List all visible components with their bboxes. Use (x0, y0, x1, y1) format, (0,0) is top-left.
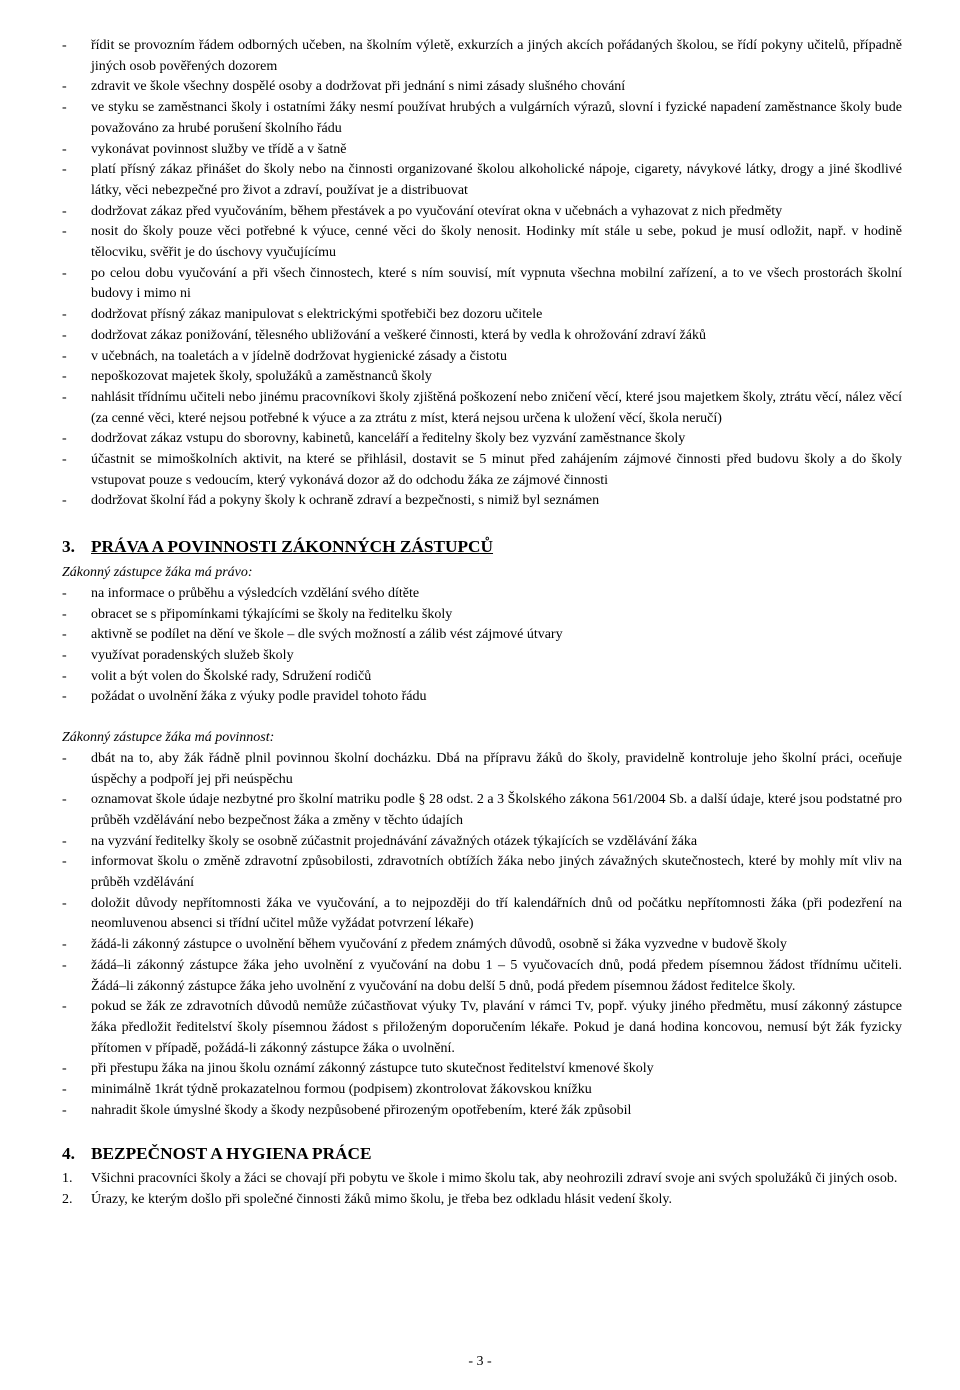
list-item-text: dbát na to, aby žák řádně plnil povinnou školní docházku. Dbá na přípravu žáků do školy, pravidelně kontroluje jeho školní práci, oceňuje úspěchy a podpoří jej při neúspěchu (91, 750, 902, 787)
list-marker: - (62, 307, 67, 323)
section-3-title: PRÁVA A POVINNOSTI ZÁKONNÝCH ZÁSTUPCŮ (91, 537, 494, 557)
list-item-text: účastnit se mimoškolních aktivit, na které se přihlásil, dostavit se 5 minut před zahájením zájmové činnosti před budovu školy a do školy vstupovat pouze s vedoucím, který vykonává dozor až do odchodu žáka ze zájmové činnosti (91, 452, 902, 488)
list-item-text: v učebnách, na toaletách a v jídelně dodržovat hygienické zásady a čistotu (91, 348, 507, 364)
list-item-text: na informace o průběhu a výsledcích vzdělání svého dítěte (91, 585, 420, 601)
list-marker: - (62, 1102, 67, 1118)
list-marker: - (62, 38, 67, 53)
list-item-text: vykonávat povinnost služby ve třídě a v šatně (91, 141, 347, 157)
list-marker: - (62, 327, 67, 343)
list-item-text: žádá-li zákonný zástupce o uvolnění během vyučování z předem známých důvodů, osobně si žáka vyzvedne v budově školy (91, 937, 787, 953)
list-marker: - (62, 999, 67, 1015)
list-item-text: pokud se žák ze zdravotních důvodů nemůže zúčastňovat výuky Tv, plavání v rámci Tv, popř. výuky jiného předmětu, musí zákonný zástupce žáka předložit ředitelství školy písemnou žádost s přiloženým doporučením lékaře. Pokud je daná hodina koncovou, nemusí být žák fyzicky přítomen v případě, požádá-li zákonný zástupce žáka o uvolnění. (91, 999, 902, 1056)
list-marker: - (62, 100, 67, 116)
list-marker: - (62, 431, 67, 447)
list-item-text: Všichni pracovníci školy a žáci se chovají při pobytu ve škole i mimo školu tak, aby neohrozili zdraví svoje ani svých spolužáků či jiných osob. (91, 1171, 898, 1187)
list-item-text: zdravit ve škole všechny dospělé osoby a dodržovat při jednání s nimi zásady slušného chování (91, 79, 626, 95)
section-4-heading (62, 1143, 902, 1165)
list-item-text: volit a být volen do Školské rady, Sdružení rodičů (91, 668, 372, 684)
list-marker: - (62, 647, 67, 663)
list-item-text: na vyzvání ředitelky školy se osobně zúčastnit projednávání závažných otázek týkajících se vzdělávání žáka (91, 833, 698, 849)
list-item-text: dodržovat zákaz vstupu do sborovny, kabinetů, kanceláří a ředitelny školy bez vyzvání zaměstnance školy (91, 431, 686, 447)
student-duties-list (62, 36, 902, 512)
list-item-text: dodržovat školní řád a pokyny školy k ochraně zdraví a bezpečnosti, s nimiž byl seznámen (91, 493, 600, 509)
guardian-duties-list (62, 749, 902, 1122)
list-marker: - (62, 957, 67, 973)
list-item (62, 160, 902, 201)
list-item-text: dodržovat zákaz ponižování, tělesného ubližování a veškeré činnosti, která by vedla k ohrožování zdraví žáků (91, 327, 706, 343)
list-item (62, 491, 902, 512)
list-item (62, 935, 902, 956)
list-item (62, 956, 902, 997)
guardian-rights-list (62, 584, 902, 708)
list-item-text: po celou dobu vyučování a při všech činnostech, které s ním souvisí, mít vypnuta všechna mobilní zařízení, a to ve všech prostorách školní budovy i mimo ni (91, 265, 902, 302)
list-item (62, 77, 902, 98)
list-item (62, 98, 902, 139)
list-item-text: minimálně 1krát týdně prokazatelnou formou (podpisem) zkontrolovat žákovskou knížku (91, 1082, 592, 1098)
list-item (62, 997, 902, 1059)
list-item (62, 305, 902, 326)
list-item-text: platí přísný zákaz přinášet do školy nebo na činnosti organizované školou alkoholické nápoje, cigarety, návykové látky, drogy a jiné škodlivé látky, věci nebezpečné pro život a zdraví, používat je a distribuovat (91, 162, 902, 198)
list-marker: - (62, 606, 67, 622)
list-item-text: aktivně se podílet na dění ve škole – dle svých možností a zálib vést zájmové útvary (91, 627, 563, 643)
list-marker: - (62, 369, 67, 385)
list-marker: - (62, 224, 67, 240)
section-3-heading (62, 536, 902, 558)
list-marker: - (62, 895, 67, 911)
list-item-text: dodržovat zákaz před vyučováním, během přestávek a po vyučování otevírat okna v učebnách a vyhazovat z nich předměty (91, 203, 783, 219)
list-marker: - (62, 689, 67, 705)
list-item-text: řídit se provozním řádem odborných učeben, na školním výletě, exkurzích a jiných akcích pořádaných školou, se řídí pokyny učitelů, případně jiných osob pověřených dozorem (91, 38, 902, 74)
list-marker: - (62, 493, 67, 509)
list-marker: - (62, 792, 67, 808)
list-marker: - (62, 750, 67, 766)
document-page (62, 36, 902, 1211)
list-item (62, 367, 902, 388)
list-marker: - (62, 141, 67, 157)
list-item (62, 832, 902, 853)
list-item (62, 450, 902, 491)
section-4-number: 4. (62, 1144, 75, 1164)
list-item (62, 222, 902, 263)
list-item-text: ve styku se zaměstnanci školy i ostatními žáky nesmí používat hrubých a vulgárních výrazů, slovní i fyzické napadení zaměstnance školy bude považováno za hrubé porušení školního řádu (91, 100, 902, 136)
list-item (62, 625, 902, 646)
list-item (62, 1101, 902, 1122)
list-marker: 2. (62, 1192, 73, 1208)
list-item-text: obracet se s připomínkami týkajícími se školy na ředitelku školy (91, 606, 453, 622)
list-item (62, 264, 902, 305)
list-item (62, 1080, 902, 1101)
list-item (62, 140, 902, 161)
list-item (62, 1169, 902, 1190)
list-item (62, 202, 902, 223)
safety-list (62, 1169, 902, 1210)
section-3-number: 3. (62, 537, 75, 557)
rights-subheading: Zákonný zástupce žáka má právo: (62, 565, 253, 581)
list-item (62, 347, 902, 368)
list-marker: - (62, 389, 67, 405)
list-item (62, 790, 902, 831)
list-marker: 1. (62, 1171, 73, 1187)
list-marker: - (62, 162, 67, 178)
list-item-text: oznamovat škole údaje nezbytné pro školní matriku podle § 28 odst. 2 a 3 Školského zákona 561/2004 Sb. a další údaje, které jsou podstatné pro průběh vzdělávání nebo bezpečnost žáka a změny v těchto údajích (91, 792, 902, 828)
list-marker: - (62, 79, 67, 95)
list-item-text: dodržovat přísný zákaz manipulovat s elektrickými spotřebiči bez dozoru učitele (91, 307, 543, 323)
list-marker: - (62, 833, 67, 849)
list-marker: - (62, 937, 67, 953)
list-item-text: nahlásit třídnímu učiteli nebo jinému pracovníkovi školy zjištěná poškození nebo zničení věcí, které jsou majetkem školy, ztrátu věcí, nález věcí (za cenné věci, které nejsou potřebné k výuce a za ztrátu z míst, která nejsou určena k uložení věcí, škola neručí) (91, 389, 902, 426)
list-marker: - (62, 348, 67, 364)
list-marker: - (62, 203, 67, 219)
list-item (62, 584, 902, 605)
list-item (62, 36, 902, 77)
list-item-text: nepoškozovat majetek školy, spolužáků a zaměstnanců školy (91, 369, 432, 385)
list-item (62, 852, 902, 893)
list-item-text: při přestupu žáka na jinou školu oznámí zákonný zástupce tuto skutečnost ředitelství kmenové školy (91, 1061, 654, 1077)
list-marker: - (62, 627, 67, 643)
section-4-title: BEZPEČNOST A HYGIENA PRÁCE (91, 1144, 372, 1164)
list-item-text: žádá–li zákonný zástupce žáka jeho uvolnění z vyučování na dobu 1 – 5 vyučovacích dnů, podá předem písemnou žádost třídnímu učiteli. Žádá–li zákonný zástupce žáka jeho uvolnění z vyučování na dobu delší 5 dnů, podá předem písemnou žádost ředitelce školy. (91, 957, 902, 994)
list-marker: - (62, 1061, 67, 1077)
list-item (62, 1059, 902, 1080)
list-item (62, 388, 902, 429)
list-item (62, 894, 902, 935)
list-item-text: požádat o uvolnění žáka z výuky podle pravidel tohoto řádu (91, 689, 427, 705)
list-item-text: nahradit škole úmyslné škody a škody nezpůsobené přirozeným opotřebením, které žák způsobil (91, 1102, 632, 1118)
list-item (62, 667, 902, 688)
list-item (62, 687, 902, 708)
list-item-text: doložit důvody nepřítomnosti žáka ve vyučování, a to nejpozději do tří kalendářních dnů od počátku nepřítomnosti žáka (při podezření na neomluvenou absenci si třídní učitel může vyžádat potvrzení lékaře) (91, 895, 902, 932)
list-marker: - (62, 265, 67, 281)
list-item (62, 326, 902, 347)
list-item-text: nosit do školy pouze věci potřebné k výuce, cenné věci do školy nenosit. Hodinky mít stále u sebe, pokud je musí odložit, např. v hodině tělocviku, svěřit je do úschovy vyučujícímu (91, 224, 902, 261)
page-number: - 3 - (468, 1354, 492, 1369)
list-marker: - (62, 452, 67, 468)
list-item-text: využívat poradenských služeb školy (91, 647, 294, 663)
list-marker: - (62, 585, 67, 601)
list-marker: - (62, 1082, 67, 1098)
list-item (62, 646, 902, 667)
list-item-text: informovat školu o změně zdravotní způsobilosti, zdravotních obtížích žáka nebo jiných závažných skutečnostech, které by mohly mít vliv na průběh vzdělávání (91, 854, 902, 891)
duties-subheading: Zákonný zástupce žáka má povinnost: (62, 730, 275, 746)
list-item (62, 605, 902, 626)
list-marker: - (62, 854, 67, 870)
list-item-text: Úrazy, ke kterým došlo při společné činnosti žáků mimo školu, je třeba bez odkladu hlásit vedení školy. (91, 1192, 672, 1208)
list-item (62, 1190, 902, 1211)
list-marker: - (62, 668, 67, 684)
list-item (62, 429, 902, 450)
list-item (62, 749, 902, 790)
